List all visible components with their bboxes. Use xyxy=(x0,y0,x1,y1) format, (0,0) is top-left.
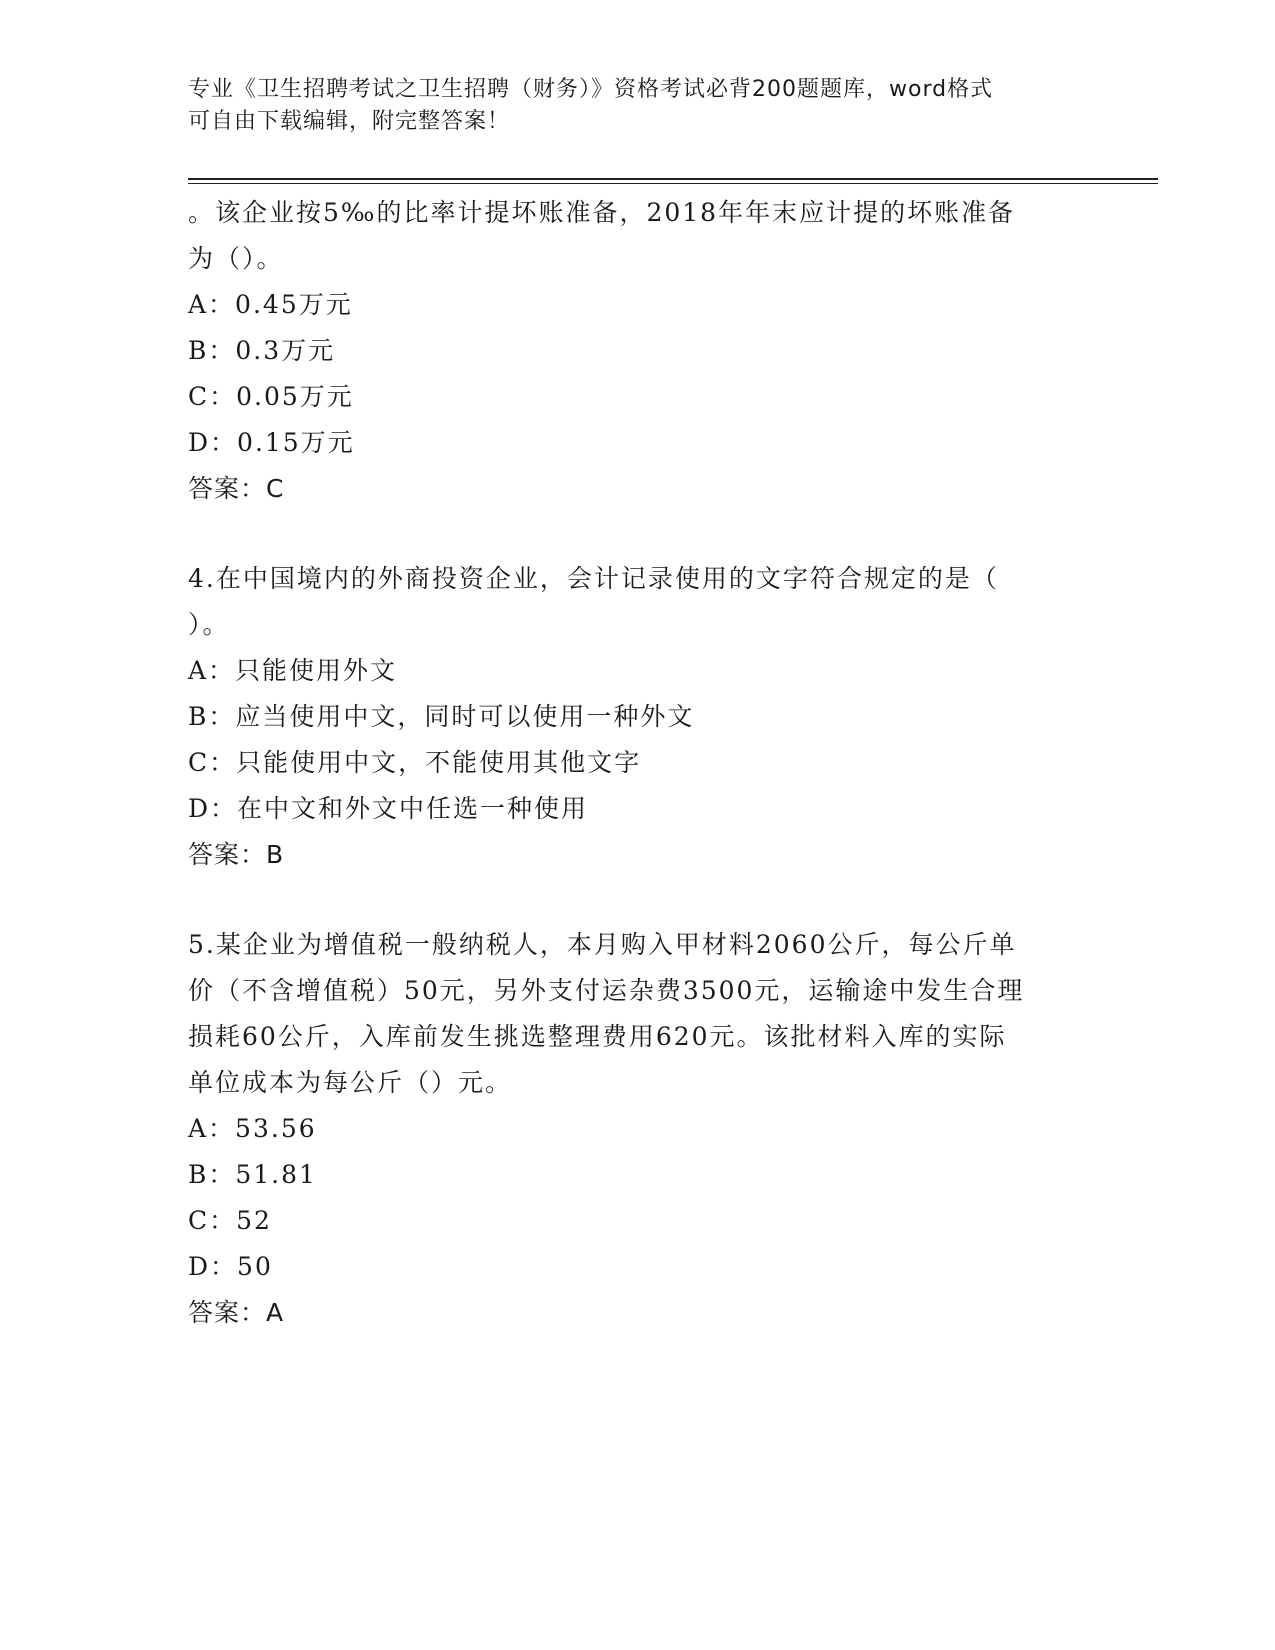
option-c: C：只能使用中文，不能使用其他文字 xyxy=(188,748,642,777)
question-block xyxy=(188,922,1088,1336)
question-text-line: 。该企业按5‰的比率计提坏账准备，2018年年末应计提的坏账准备 xyxy=(188,198,1016,227)
question-text-line: 损耗60公斤，入库前发生挑选整理费用620元。该批材料入库的实际 xyxy=(188,1022,1007,1051)
question-block xyxy=(188,556,1088,878)
option-d: D：在中文和外文中任选一种使用 xyxy=(188,794,589,823)
question-text-line: 价（不含增值税）50元，另外支付运杂费3500元，运输途中发生合理 xyxy=(188,976,1025,1005)
header-line-1: 专业《卫生招聘考试之卫生招聘（财务）》资格考试必背200题题库，word格式 xyxy=(188,77,994,102)
option-a: A：53.56 xyxy=(188,1114,317,1143)
question-list xyxy=(188,190,1088,1336)
question-text-line: 5.某企业为增值税一般纳税人，本月购入甲材料2060公斤，每公斤单 xyxy=(188,930,1017,959)
question-text-line: 单位成本为每公斤（）元。 xyxy=(188,1068,513,1097)
option-a: A：0.45万元 xyxy=(188,290,353,319)
header-divider-thin xyxy=(188,183,1158,184)
question-text-line: 为（）。 xyxy=(188,244,284,273)
question-block xyxy=(188,190,1088,512)
option-a: A：只能使用外文 xyxy=(188,656,398,685)
question-text-line: ）。 xyxy=(188,610,230,639)
header-line-2: 可自由下载编辑，附完整答案！ xyxy=(188,109,511,134)
option-b: B：51.81 xyxy=(188,1160,317,1189)
answer-line: 答案：C xyxy=(188,474,285,503)
answer-line: 答案：A xyxy=(188,1298,285,1327)
option-d: D：50 xyxy=(188,1252,273,1281)
header-divider-thick xyxy=(188,178,1158,180)
document-header xyxy=(188,74,1088,138)
option-d: D：0.15万元 xyxy=(188,428,355,457)
option-b: B：0.3万元 xyxy=(188,336,336,365)
option-c: C：0.05万元 xyxy=(188,382,354,411)
option-c: C：52 xyxy=(188,1206,272,1235)
answer-line: 答案：B xyxy=(188,840,285,869)
question-spacer xyxy=(188,878,1088,922)
question-spacer xyxy=(188,512,1088,556)
question-text-line: 4.在中国境内的外商投资企业，会计记录使用的文字符合规定的是（ xyxy=(188,564,999,593)
option-b: B：应当使用中文，同时可以使用一种外文 xyxy=(188,702,695,731)
